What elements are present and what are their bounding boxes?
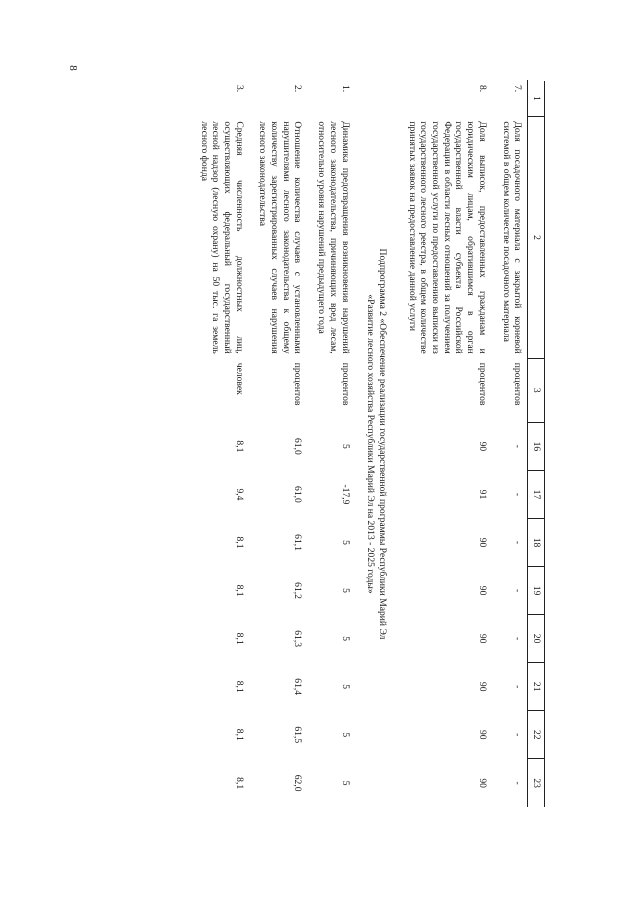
value-cell: 8,1 bbox=[233, 440, 245, 453]
value-cell: -17,9 bbox=[339, 484, 351, 505]
value-cell: 90 bbox=[476, 681, 488, 692]
row-index: 8. bbox=[476, 85, 488, 93]
value-cell: - bbox=[512, 492, 524, 497]
value-cell: - bbox=[512, 444, 524, 448]
value-cell: 5 bbox=[339, 636, 351, 642]
value-cell: 5 bbox=[339, 540, 351, 545]
value-cell: 9,4 bbox=[233, 488, 245, 501]
indicator-name: Доля посадочного материала с закрытой корневой системой в общем количестве посадочного материала bbox=[500, 121, 524, 354]
value-cell: 61,0 bbox=[292, 437, 304, 455]
value-cell: 61,3 bbox=[292, 630, 304, 648]
unit: человек bbox=[233, 362, 245, 395]
value-cell: 8,1 bbox=[233, 536, 245, 549]
value-cell: 5 bbox=[339, 443, 351, 449]
indicator-name: Динамика предотвращения возникновения нарушений лесного законодательства, причиняющих вред лесам, относительно уровня нарушений предыдущего года bbox=[316, 121, 351, 354]
value-cell: 8,1 bbox=[233, 584, 245, 597]
header-cell: 20 bbox=[528, 615, 545, 663]
subprogram-heading bbox=[355, 81, 398, 808]
header-cell: 18 bbox=[528, 518, 545, 566]
indicator-name: Отношение количества случаев с установленными нарушителями лесного законодательства к общему количеству зарегистрированных случаев нарушения лесного законодательства bbox=[257, 121, 304, 354]
header-cell: 19 bbox=[528, 567, 545, 615]
row-index: 7. bbox=[512, 85, 524, 93]
row-index: 1. bbox=[339, 85, 351, 93]
indicator-name: Средняя численность должностных лиц, осуществляющих федеральный государственный лесной надзор (лесную охрану) на 50 тыс. га земель лесного фонда bbox=[198, 121, 245, 354]
table-row bbox=[190, 81, 249, 808]
page-number: 8 bbox=[66, 65, 79, 71]
indicator-name: Доля выписок, предоставленных гражданам и юридическим лицам, обратившимся в орган государственной власти субъекта Российской Федерации в области лесных отношений за получением государственной услуги по предоставлению выписки из государственного лесного реестра, в общем количестве принятых заявок на предоставление данной услуги bbox=[406, 121, 488, 354]
value-cell: 5 bbox=[339, 588, 351, 593]
value-cell: 8,1 bbox=[233, 728, 245, 741]
value-cell: 5 bbox=[339, 732, 351, 738]
value-cell: 90 bbox=[476, 585, 488, 596]
value-cell: 8,1 bbox=[233, 632, 245, 645]
table-header-row bbox=[528, 81, 545, 808]
value-cell: 5 bbox=[339, 780, 351, 786]
row-index: 2. bbox=[292, 85, 304, 93]
value-cell: 90 bbox=[476, 633, 488, 644]
header-cell: 1 bbox=[528, 81, 545, 117]
table-row bbox=[492, 81, 528, 808]
indicators-table-container bbox=[105, 80, 545, 807]
value-cell: 61,2 bbox=[292, 582, 304, 599]
value-cell: 61,1 bbox=[292, 534, 304, 551]
unit: процентов bbox=[476, 362, 488, 406]
value-cell: - bbox=[512, 540, 524, 545]
table-row bbox=[307, 81, 354, 808]
value-cell: 90 bbox=[476, 778, 488, 788]
value-cell: 90 bbox=[476, 729, 488, 740]
header-cell: 21 bbox=[528, 663, 545, 711]
subprogram-heading-row bbox=[355, 81, 398, 808]
header-cell: 23 bbox=[528, 759, 545, 807]
unit: процентов bbox=[339, 362, 351, 406]
table-row bbox=[398, 81, 492, 808]
indicators-table bbox=[190, 80, 545, 807]
row-index: 3. bbox=[233, 85, 245, 93]
header-cell: 17 bbox=[528, 470, 545, 518]
header-cell: 22 bbox=[528, 711, 545, 759]
subprogram-title-line1: Подпрограмма 2 «Обеспечение реализации государственной программы Республики Марий Эл bbox=[376, 248, 388, 640]
header-cell: 3 bbox=[528, 358, 545, 422]
value-cell: - bbox=[512, 588, 524, 593]
value-cell: 62,0 bbox=[292, 774, 304, 792]
value-cell: 90 bbox=[476, 537, 488, 548]
value-cell: - bbox=[512, 733, 524, 737]
value-cell: 5 bbox=[339, 684, 351, 690]
value-cell: 61,0 bbox=[292, 486, 304, 503]
header-cell: 16 bbox=[528, 422, 545, 470]
value-cell: 8,1 bbox=[233, 680, 245, 693]
value-cell: 61,4 bbox=[292, 678, 304, 696]
subprogram-title-line2: «Развитие лесного хозяйства Республики Марий Эл на 2013 - 2025 годы» bbox=[365, 294, 377, 594]
value-cell: - bbox=[512, 685, 524, 689]
value-cell: - bbox=[512, 781, 524, 785]
value-cell: 61,5 bbox=[292, 726, 304, 744]
unit: процентов bbox=[512, 362, 524, 406]
unit: процентов bbox=[292, 362, 304, 406]
value-cell: 8,1 bbox=[233, 777, 245, 790]
value-cell: 91 bbox=[476, 489, 488, 500]
value-cell: - bbox=[512, 637, 524, 641]
value-cell: 90 bbox=[476, 441, 488, 452]
header-cell: 2 bbox=[528, 117, 545, 358]
table-row bbox=[249, 81, 308, 808]
